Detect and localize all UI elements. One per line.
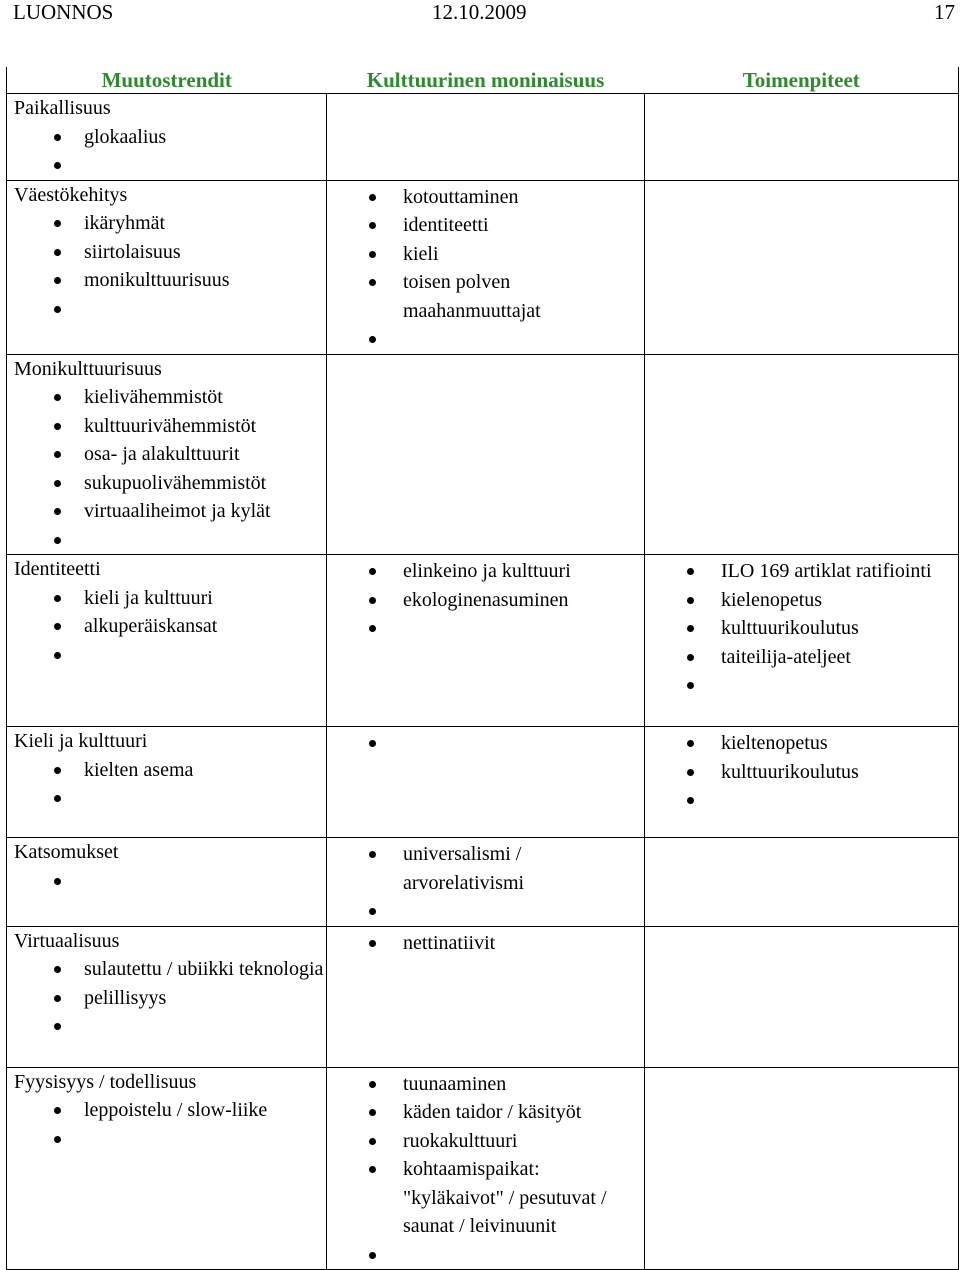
list-item: osa- ja alakulttuurit [7,440,326,469]
list-item [327,897,644,926]
table-row [7,180,959,354]
actions-cell [645,838,959,927]
trend-items-list [7,756,326,813]
trend-cell [7,555,327,727]
action-items-list [645,557,958,700]
culture-items-list [327,729,644,758]
list-item [327,729,644,758]
actions-cell [645,180,959,354]
trend-cell [7,926,327,1067]
culture-items-list [327,1070,644,1270]
culture-items-list [327,183,644,354]
list-item [7,1125,326,1154]
action-items-list [645,729,958,815]
page-header [13,0,955,26]
list-item: toisen polven maahanmuuttajat [327,268,644,325]
trend-title: Kieli ja kulttuuri [14,730,148,752]
trend-cell [7,838,327,927]
trend-cell [7,94,327,181]
list-item: siirtolaisuus [7,238,326,267]
culture-cell [327,94,645,181]
trend-items-list [7,955,326,1041]
list-item: kieltenopetus [645,729,958,758]
culture-cell [327,555,645,727]
trend-items-list [7,867,326,896]
trend-cell [7,727,327,838]
culture-cell [327,1067,645,1270]
trend-items-list [7,1096,326,1153]
list-item [7,867,326,896]
column-header-actions: Toimenpiteet [645,67,959,94]
trend-items-list [7,584,326,670]
list-item [645,671,958,700]
list-item [7,641,326,670]
list-item [327,614,644,643]
list-item: sukupuolivähemmistöt [7,469,326,498]
table-row [7,926,959,1067]
trends-table [6,67,959,1270]
trend-items-list [7,383,326,554]
trend-title: Fyysisyys / todellisuus [14,1070,197,1093]
list-item: identiteetti [327,211,644,240]
list-item: käden taidor / käsityöt [327,1098,644,1127]
actions-cell [645,727,959,838]
actions-cell [645,354,959,555]
list-item: ekologinenasuminen [327,586,644,615]
list-item [7,1012,326,1041]
list-item [7,526,326,555]
list-item [7,151,326,180]
list-item: taiteilija-ateljeet [645,643,958,672]
list-item: ikäryhmät [7,209,326,238]
table-row [7,1067,959,1270]
table-row [7,354,959,555]
list-item: pelillisyys [7,984,326,1013]
list-item: glokaalius [7,123,326,152]
list-item [327,1241,644,1270]
trend-title: Katsomukset [14,841,119,863]
culture-cell [327,180,645,354]
page-number: 17 [934,0,955,24]
list-item: kulttuurikoulutus [645,758,958,787]
actions-cell [645,555,959,727]
actions-cell [645,94,959,181]
culture-items-list [327,557,644,643]
list-item: kielenopetus [645,586,958,615]
table-row [7,555,959,727]
culture-items-list [327,929,644,958]
list-item: kieli ja kulttuuri [7,584,326,613]
trend-title: Identiteetti [14,558,101,580]
actions-cell [645,926,959,1067]
trend-cell [7,1067,327,1270]
trend-cell [7,180,327,354]
trend-title: Paikallisuus [14,97,111,119]
list-item: kielivähemmistöt [7,383,326,412]
list-item: monikulttuurisuus [7,266,326,295]
trend-title: Väestökehitys [14,183,128,206]
trend-title: Virtuaalisuus [14,929,120,952]
culture-cell [327,727,645,838]
table-row [7,727,959,838]
list-item: sulautettu / ubiikki teknologia [7,955,326,984]
trend-cell [7,354,327,555]
list-item: kohtaamispaikat: "kyläkaivot" / pesutuvat / saunat / leivinuunit [327,1155,644,1241]
trend-items-list [7,209,326,323]
list-item: leppoistelu / slow-liike [7,1096,326,1125]
list-item [645,786,958,815]
list-item: elinkeino ja kulttuuri [327,557,644,586]
list-item: nettinatiivit [327,929,644,958]
draft-label: LUONNOS [13,0,114,24]
list-item: kielten asema [7,756,326,785]
column-header-trends: Muutostrendit [7,67,327,94]
culture-cell [327,838,645,927]
list-item [7,784,326,813]
table-row [7,94,959,181]
list-item: virtuaaliheimot ja kylät [7,497,326,526]
list-item [327,325,644,354]
list-item: ruokakulttuuri [327,1127,644,1156]
actions-cell [645,1067,959,1270]
culture-cell [327,926,645,1067]
list-item: kotouttaminen [327,183,644,212]
list-item: ILO 169 artiklat ratifiointi [645,557,958,586]
list-item: kulttuurivähemmistöt [7,412,326,441]
culture-items-list [327,840,644,926]
list-item: kieli [327,240,644,269]
trend-title: Monikulttuurisuus [14,357,162,380]
table-body [7,94,959,1270]
trend-items-list [7,123,326,180]
list-item [7,295,326,324]
table-header-row [7,67,959,94]
list-item: tuunaaminen [327,1070,644,1099]
list-item: alkuperäiskansat [7,612,326,641]
culture-cell [327,354,645,555]
list-item: kulttuurikoulutus [645,614,958,643]
list-item: universalismi / arvorelativismi [327,840,644,897]
table-row [7,838,959,927]
column-header-culture: Kulttuurinen moninaisuus [327,67,645,94]
document-date: 12.10.2009 [432,0,527,24]
